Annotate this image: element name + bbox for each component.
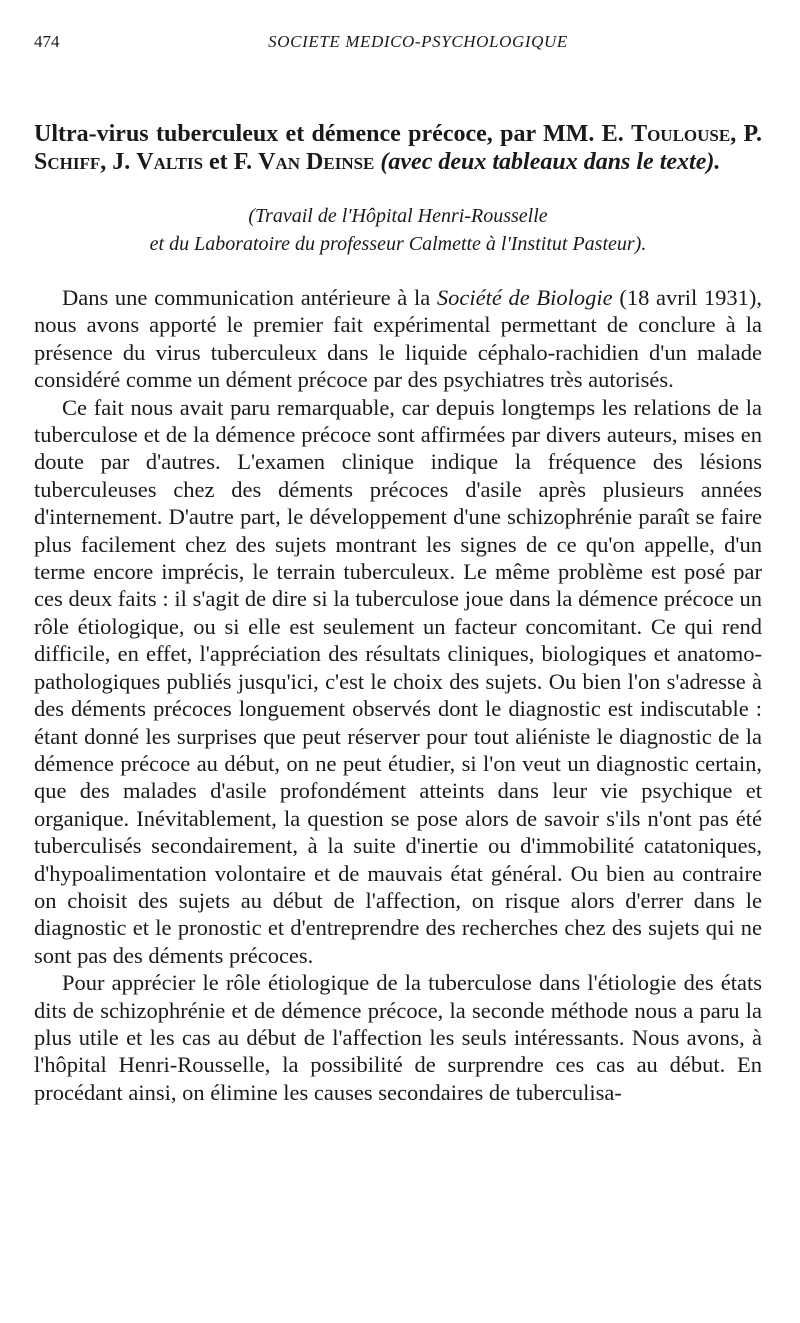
paragraph-3: Pour apprécier le rôle étiologique de la tuberculose dans l'étiologie des états dits de schizophrénie et de démence précoce, la seconde méthode nous a paru la plus utile et les cas au début de l'affection les seuls intéressants. Nous avons, à l'hôpital Henri-Rousselle, la possibilité de surprendre ces cas au début. En procédant ainsi, on élimine les causes secondaires de tuberculisa- bbox=[34, 970, 762, 1105]
running-title: SOCIETE MEDICO-PSYCHOLOGIQUE bbox=[268, 32, 568, 51]
paragraph-1 bbox=[34, 284, 762, 394]
affiliation-line-1: (Travail de l'Hôpital Henri-Rousselle bbox=[248, 205, 548, 227]
affiliation bbox=[34, 202, 762, 258]
author2-initial: P. bbox=[743, 121, 763, 147]
paragraph-1-end: (18 avril 1931), nous avons apporté le premier fait expérimental permettant de conclure à la présence du virus tuberculeux dans le liquide céphalo-rachidien d'un malade considéré comme un dément précoce par des psychiatres très autorisés. bbox=[34, 285, 763, 393]
journal-reference: Société de Biologie bbox=[436, 285, 613, 310]
affiliation-line-2: et du Laboratoire du professeur Calmette à l'Institut Pasteur). bbox=[149, 233, 647, 255]
paragraph-2: Ce fait nous avait paru remarquable, car depuis longtemps les relations de la tuberculose et de la démence précoce sont affirmées par divers auteurs, mises en doute par d'autres. L'examen clinique indique la fréquence des lésions tuberculeuses chez des déments précoces d'asile après plusieurs années d'internement. D'autre part, le développement d'une schizophrénie paraît se faire plus facilement chez des sujets montrant les signes de ce qu'on appelle, d'un terme encore imprécis, le terrain tuberculeux. Le même problème est posé par ces deux faits : il s'agit de dire si la tuberculose joue dans la démence précoce un rôle étiologique, ou si elle est seulement un facteur concomitant. Ce qui rend difficile, en effet, l'appréciation des résultats cliniques, biologiques et anatomo-pathologiques publiés jusqu'ici, c'est le choix des sujets. Ou bien l'on s'adresse à des déments précoces longuement observés dont le diagnostic est indiscutable : étant donné les surprises que peut réserver pour tout aliéniste le diagnostic de la démence précoce au début, on ne peut étudier, si l'on veut un diagnostic certain, que des malades d'asile profondément atteints dans leur vie psychique et organique. Inévitablement, la question se pose alors de savoir s'ils n'ont pas été tuberculisés secondairement, à la suite d'inertie ou d'immobilité catatoniques, d'hypoalimentation volontaire et de mauvais état général. Ou bien au contraire on choisit des sujets au début de l'affection, on risque alors d'errer dans le diagnostic et le pronostic et d'entreprendre des recherches chez des sujets qui ne sont pas des déments précoces. bbox=[34, 394, 762, 968]
author1-initial: E. bbox=[601, 121, 624, 147]
author-conjunction: et bbox=[209, 149, 228, 175]
page-number: 474 bbox=[34, 32, 60, 51]
author3-initial: J. bbox=[112, 149, 131, 175]
running-header bbox=[34, 24, 762, 64]
article-title bbox=[34, 120, 762, 176]
author3-name: Valtis bbox=[136, 149, 204, 175]
author4-name: Van Deinse bbox=[258, 149, 375, 175]
author2-name: Schiff, bbox=[34, 149, 107, 175]
article-body bbox=[34, 284, 762, 1106]
paragraph-1-start: Dans une communication antérieure à la bbox=[62, 285, 431, 310]
author1-name: Toulouse, bbox=[631, 121, 737, 147]
title-note: (avec deux tableaux dans le texte). bbox=[380, 149, 721, 175]
title-main: Ultra-virus tuberculeux et démence précoce, par MM. bbox=[34, 121, 595, 147]
author4-initial: F. bbox=[233, 149, 253, 175]
